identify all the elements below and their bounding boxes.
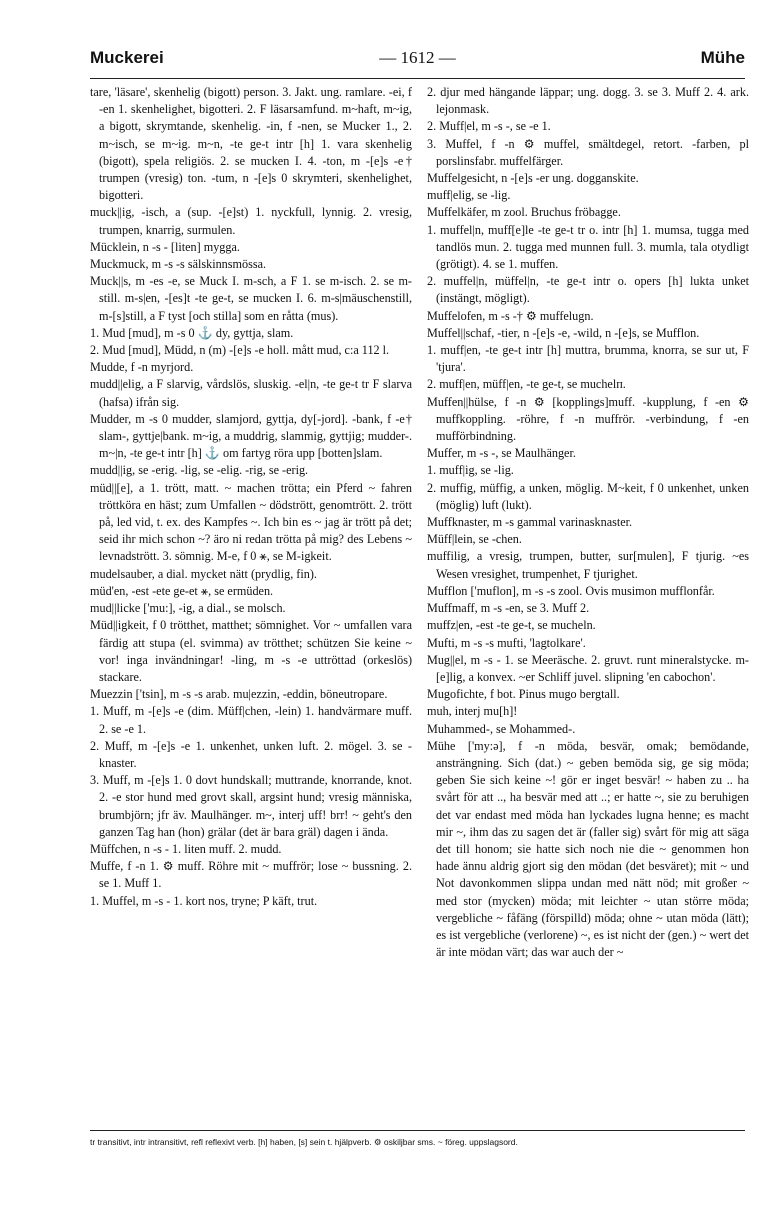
header-rule [90,78,745,79]
abbreviation-legend: tr transitivt, intr intransitivt, refl reflexivt verb. [h] haben, [s] sein t. hjälpverb. ⚙ oskiljbar sms. ~ föreg. uppslagsord. [90,1130,745,1148]
dictionary-entry: müd||[e], a 1. trött, matt. ~ machen trötta; ein Pferd ~ fahren tröttköra en häst; zum Umfallen ~ dödstrött, genomtrött. 2. trött på, led vid, t. ex. des Kampfes ~. Ich bin es ~ jag är trött på det; seid ihr mich schon ~? äro ni redan trötta på mig? des Lebens ~ levnadstrött. 3. sömnig. M-e, f 0 ⚹, se M-igkeit. [90,480,412,564]
dictionary-entry: 2. muff|en, müff|en, -te ge-t, se muchelп. [427,377,626,392]
dictionary-entry: 2. djur med hängande läppar; ung. dogg. 3. se 3. Muff 2. 4. ark. lejonmask. [427,85,749,117]
dictionary-entry: Muhammed-, se Mohammed-. [427,721,576,736]
dictionary-entry: muffz|en, -est -te ge-t, se mucheln. [427,618,596,633]
dictionary-entry: muff|elig, se -lig. [427,188,511,203]
dictionary-entry: Muffknaster, m -s gammal varinasknaster. [427,515,633,530]
dictionary-entry: 2. Muff|el, m -s -, se -e 1. [427,119,551,134]
dictionary-entry: 2. muffig, müffig, a unken, möglig. M~keit, f 0 unkenhet, unken (möglig) luft (lukt). [427,480,749,512]
dictionary-entry: Muffelkäfer, m zool. Bruchus fröbagge. [427,205,621,220]
header-guide-word-left: Muckerei [90,48,164,67]
dictionary-entry: mud||licke ['mu:], -ig, a dial., se molsch. [90,601,286,616]
dictionary-entry: 3. Muffel, f -n ⚙ muffel, smältdegel, retort. -farben, pl porslinsfabr. muffelfärger. [427,136,749,168]
dictionary-entry: Müffchen, n -s - 1. liten muff. 2. mudd. [90,841,282,856]
header-guide-word-right: Mühe [700,48,745,67]
dictionary-entry: Muffer, m -s -, se Maulhänger. [427,446,576,461]
dictionary-entry: Muezzin ['tsin], m -s -s arab. mu|ezzin, -eddin, böneutropare. [90,687,388,702]
dictionary-entry: Muffel||schaf, -tier, n -[e]s -e, -wild, n -[e]s, se Mufflon. [427,325,700,340]
dictionary-entry: mudelsauber, a dial. mycket nätt (prydlig, fin). [90,566,317,581]
dictionary-entry: muck||ig, -isch, a (sup. -[e]st) 1. nyckfull, lynnig. 2. vresig, trumpen, knarrig, surmulen. [90,205,412,237]
dictionary-entry: Mufflon ['muflon], m -s -s zool. Ovis musimon mufflonfår. [427,583,715,598]
page-number: — 1612 — [379,48,456,67]
dictionary-entry: Muffen||hülse, f -n ⚙ [kopplings]muff. -kupplung, f -en ⚙ muffkoppling. -röhre, f -n muffrör. -verbindung, f -en mufförbindning. [427,394,749,444]
right-column [427,84,749,1119]
dictionary-entry: Mudde, f -n myrjord. [90,360,194,375]
dictionary-entry: Mühe ['my:ə], f -n möda, besvär, omak; bemödande, ansträngning. Sich (dat.) ~ geben bemöda sig, ge sig möda; geben Sie sich keine ~! gör er inget besvär! ~ haben zu .. ha svårt för att .., ha besvär med att ..; er hatte ~, sie zu beruhigen det var endast med möda han lyckades lugna henne; es macht mir ~, ihm das zu sagen det är (faller sig) svårt för mig att säga det till honom; sie hatte sich noch nie die ~ genommen hon hade ännu aldrig gjort sig den mödan (det besväret); mit ~ und Not davonkommen slippa undan med nätt nöd; mit großer ~ med stor (mycken) möda; mit leichter ~ utan större möda; vergebliche ~ fåfäng (förspilld) möda; ohne ~ utan möda (lätt); es ist vergebliche (verlorene) ~, es ist nicht der (gen.) ~ wert det är inte mödan värt; das war auch der ~ [427,738,749,960]
dictionary-entry: 2. Mud [mud], Müdd, n (m) -[e]s -e holl. mått mud, c:a 112 l. [90,343,390,358]
dictionary-entry: Muffelgesicht, n -[e]s -er ung. dogganskite. [427,171,639,186]
dictionary-entry: Muffmaff, m -s -en, se 3. Muff 2. [427,601,590,616]
dictionary-entry: 3. Muff, m -[e]s 1. 0 dovt hundskall; muttrande, knorrande, knot. 2. -e stor hund med grovt skall, argsint hund; vresig människa, brumbjörn; jfr äv. Maulhänger. m~, interj uff! brr! ~ geht's den ganzen Tag han (hon) grälar (det är bara gräl) dagen i ända. [90,773,412,839]
page-header [90,44,745,72]
dictionary-entry: 1. Muffel, m -s - 1. kort nos, tryne; P käft, trut. [90,893,318,908]
dictionary-entry: 2. Muff, m -[e]s -e 1. unkenhet, unken luft. 2. mögel. 3. se -knaster. [90,738,412,770]
dictionary-entry: Mücklein, n -s - [liten] mygga. [90,239,240,254]
dictionary-entry: 1. muffel|n, muff[e]le -te ge-t tr o. intr [h] 1. mumsa, tugga med tandlös mun. 2. tugga med munnen full. 3. mumla, tala otydligt (grötigt). 4. se 1. muffen. [427,222,749,272]
dictionary-entry: Muck||s, m -es -e, se Muck I. m-sch, a F 1. se m-isch. 2. se m-still. m-s|en, -[es]t -te ge-t, se mucken I. 6. m-s|mäuschenstill, m-[s]still, a F tyst [och stilla] som en råtta (mus). [90,274,412,323]
dictionary-entry: 1. Mud [mud], m -s 0 ⚓ dy, gyttja, slam. [90,325,294,340]
dictionary-entry: Müff|lein, se -chen. [427,532,522,547]
dictionary-entry: Muffelofen, m -s -† ⚙ muffelugn. [427,308,594,323]
dictionary-entry: Müd||igkeit, f 0 trötthet, matthet; sömnighet. Vor ~ umfallen vara färdig att stupa (el. svimma) av trötthet; schützen Sie keine ~ vor! inga invändningar! -ling, m -s -e uttröttad (orkeslös) stackare. [90,618,412,684]
left-column [90,84,412,1119]
dictionary-entry: 1. Muff, m -[e]s -e (dim. Müff|chen, -lein) 1. handvärmare muff. 2. se -e 1. [90,704,412,736]
dictionary-entry: tare, 'läsare', skenhelig (bigott) person. 3. Jakt. ung. ramlare. -ei, f -en 1. skenhelighet, bigotteri. 2. F läsarsamfund. m~haft, m~ig, a bigott, skrymtande, skenhelig. -in, f -nen, se Mucker 1., 2. m~isch, se m~ig. m~n, -te ge-t intr [h] 1. vara skenhelig (bigott), spela religiös. 2. se mucken I. 4. -ton, m -[e]s -e† trumpen (vresig) ton. -tum, n -[e]s 0 skrymteri, skenhelighet, bigotteri. [90,85,412,203]
dictionary-entry: 2. muffel|n, müffel|n, -te ge-t intr o. opers [h] lukta unket (instängt, mögligt). [427,274,749,306]
dictionary-entry: Mudder, m -s 0 mudder, slamjord, gyttja, dy[-jord]. -bank, f -e† slam-, gyttje|bank. m~ig, a muddrig, slammig, gyttjig; mudder-. m~|n, -te ge-t intr [h] ⚓ om fartyg röra upp [botten]slam. [90,411,412,461]
dictionary-entry: mudd||ig, se -erig. -lig, se -elig. -rig, se -erig. [90,463,309,478]
dictionary-entry: mudd||elig, a F slarvig, vårdslös, sluskig. -el|n, -te ge-t tr F slarva (hafsa) ifrån sig. [90,377,412,409]
dictionary-entry: muffilig, a vresig, trumpen, butter, sur[mulen], F tjurig. ~es Wesen vresighet, trumpenhet, F tjurighet. [427,549,749,581]
dictionary-entry: Muffe, f -n 1. ⚙ muff. Röhre mit ~ muffrör; lose ~ bussning. 2. se 1. Muff 1. [90,859,412,891]
dictionary-entry: muh, interj mu[h]! [427,704,518,719]
dictionary-entry: Muckmuck, m -s -s sälskinnsmössa. [90,257,267,272]
dictionary-entry: 1. muff|en, -te ge-t intr [h] muttra, brumma, knorra, se sur ut, F 'tjura'. [427,343,749,375]
dictionary-entry: Mugofichte, f bot. Pinus mugo bergtall. [427,687,620,702]
dictionary-entry: 1. muff|ig, se -lig. [427,463,514,478]
dictionary-entry: müd'en, -est -ete ge-et ⚹, se ermüden. [90,583,274,598]
dictionary-entry: Mufti, m -s -s mufti, 'lagtolkare'. [427,635,586,650]
dictionary-entry: Mug||el, m -s - 1. se Meeräsche. 2. gruvt. runt mineralstycke. m-[e]lig, a konvex. ~er Schliff juvel. slipning 'en cabochon'. [427,652,749,684]
